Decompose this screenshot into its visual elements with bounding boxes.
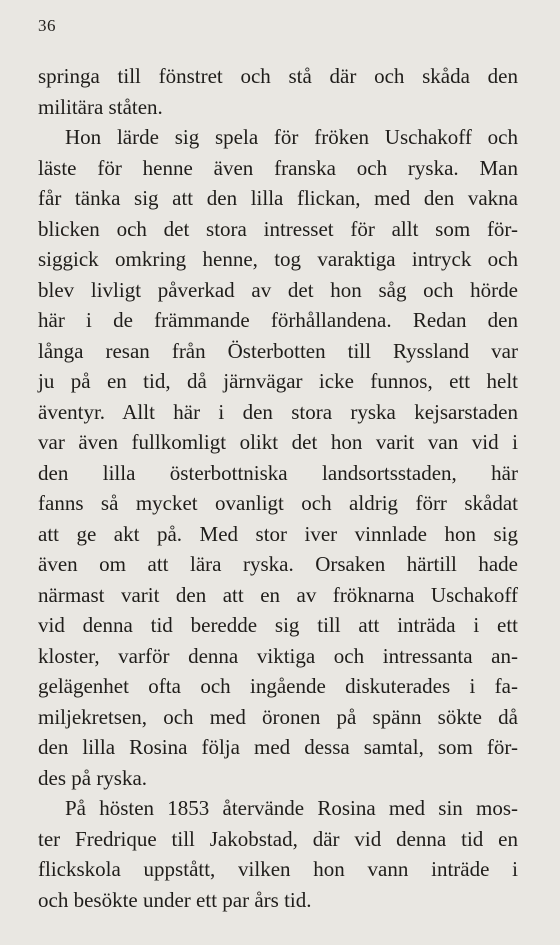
- text-line: siggick omkring henne, tog varaktiga intryck och: [38, 247, 518, 271]
- text-line: den lilla Rosina följa med dessa samtal, som för-: [38, 735, 518, 759]
- text-line: får tänka sig att den lilla flickan, med den vakna: [38, 186, 518, 210]
- text-line: ter Fredrique till Jakobstad, där vid denna tid en: [38, 826, 518, 851]
- text-line: läste för henne även franska och ryska. Man: [38, 155, 518, 180]
- text-line: var även fullkomligt olikt det hon varit van vid i: [38, 430, 518, 454]
- text-line: blicken och det stora intresset för allt som för-: [38, 216, 518, 241]
- paragraph-start-line: Hon lärde sig spela för fröken Uschakoff och: [65, 125, 518, 149]
- text-line: miljekretsen, och med öronen på spänn sökte då: [38, 704, 518, 729]
- text-line: vid denna tid beredde sig till att inträda i ett: [38, 613, 518, 637]
- text-line: även om att lära ryska. Orsaken härtill hade: [38, 552, 518, 576]
- text-line: kloster, varför denna viktiga och intressanta an-: [38, 643, 518, 668]
- text-line: långa resan från Österbotten till Ryssland var: [38, 338, 518, 363]
- text-line: gelägenhet ofta och ingående diskuterades i fa-: [38, 674, 518, 698]
- text-line: des på ryska.: [38, 765, 148, 790]
- text-line: och besökte under ett par års tid.: [38, 887, 312, 912]
- text-line: springa till fönstret och stå där och skåda den: [38, 64, 518, 88]
- paragraph-start-line: På hösten 1853 återvände Rosina med sin mos-: [65, 796, 518, 820]
- text-line: fanns så mycket ovanligt och aldrig förr skådat: [38, 491, 518, 515]
- text-line: flickskola uppstått, vilken hon vann inträde i: [38, 857, 518, 881]
- text-line: närmast varit den att en av fröknarna Uschakoff: [38, 582, 518, 607]
- text-line: militära ståten.: [38, 94, 163, 119]
- text-line: att ge akt på. Med stor iver vinnlade hon sig: [38, 521, 518, 546]
- text-line: här i de främmande förhållandena. Redan den: [38, 308, 518, 332]
- body-text: [38, 61, 518, 915]
- text-line: den lilla österbottniska landsortsstaden, här: [38, 460, 518, 485]
- page-number: 36: [38, 16, 56, 35]
- text-line: blev livligt påverkad av det hon såg och hörde: [38, 277, 518, 302]
- text-line: ju på en tid, då järnvägar icke funnos, ett helt: [38, 369, 518, 393]
- text-line: äventyr. Allt här i den stora ryska kejsarstaden: [38, 399, 518, 424]
